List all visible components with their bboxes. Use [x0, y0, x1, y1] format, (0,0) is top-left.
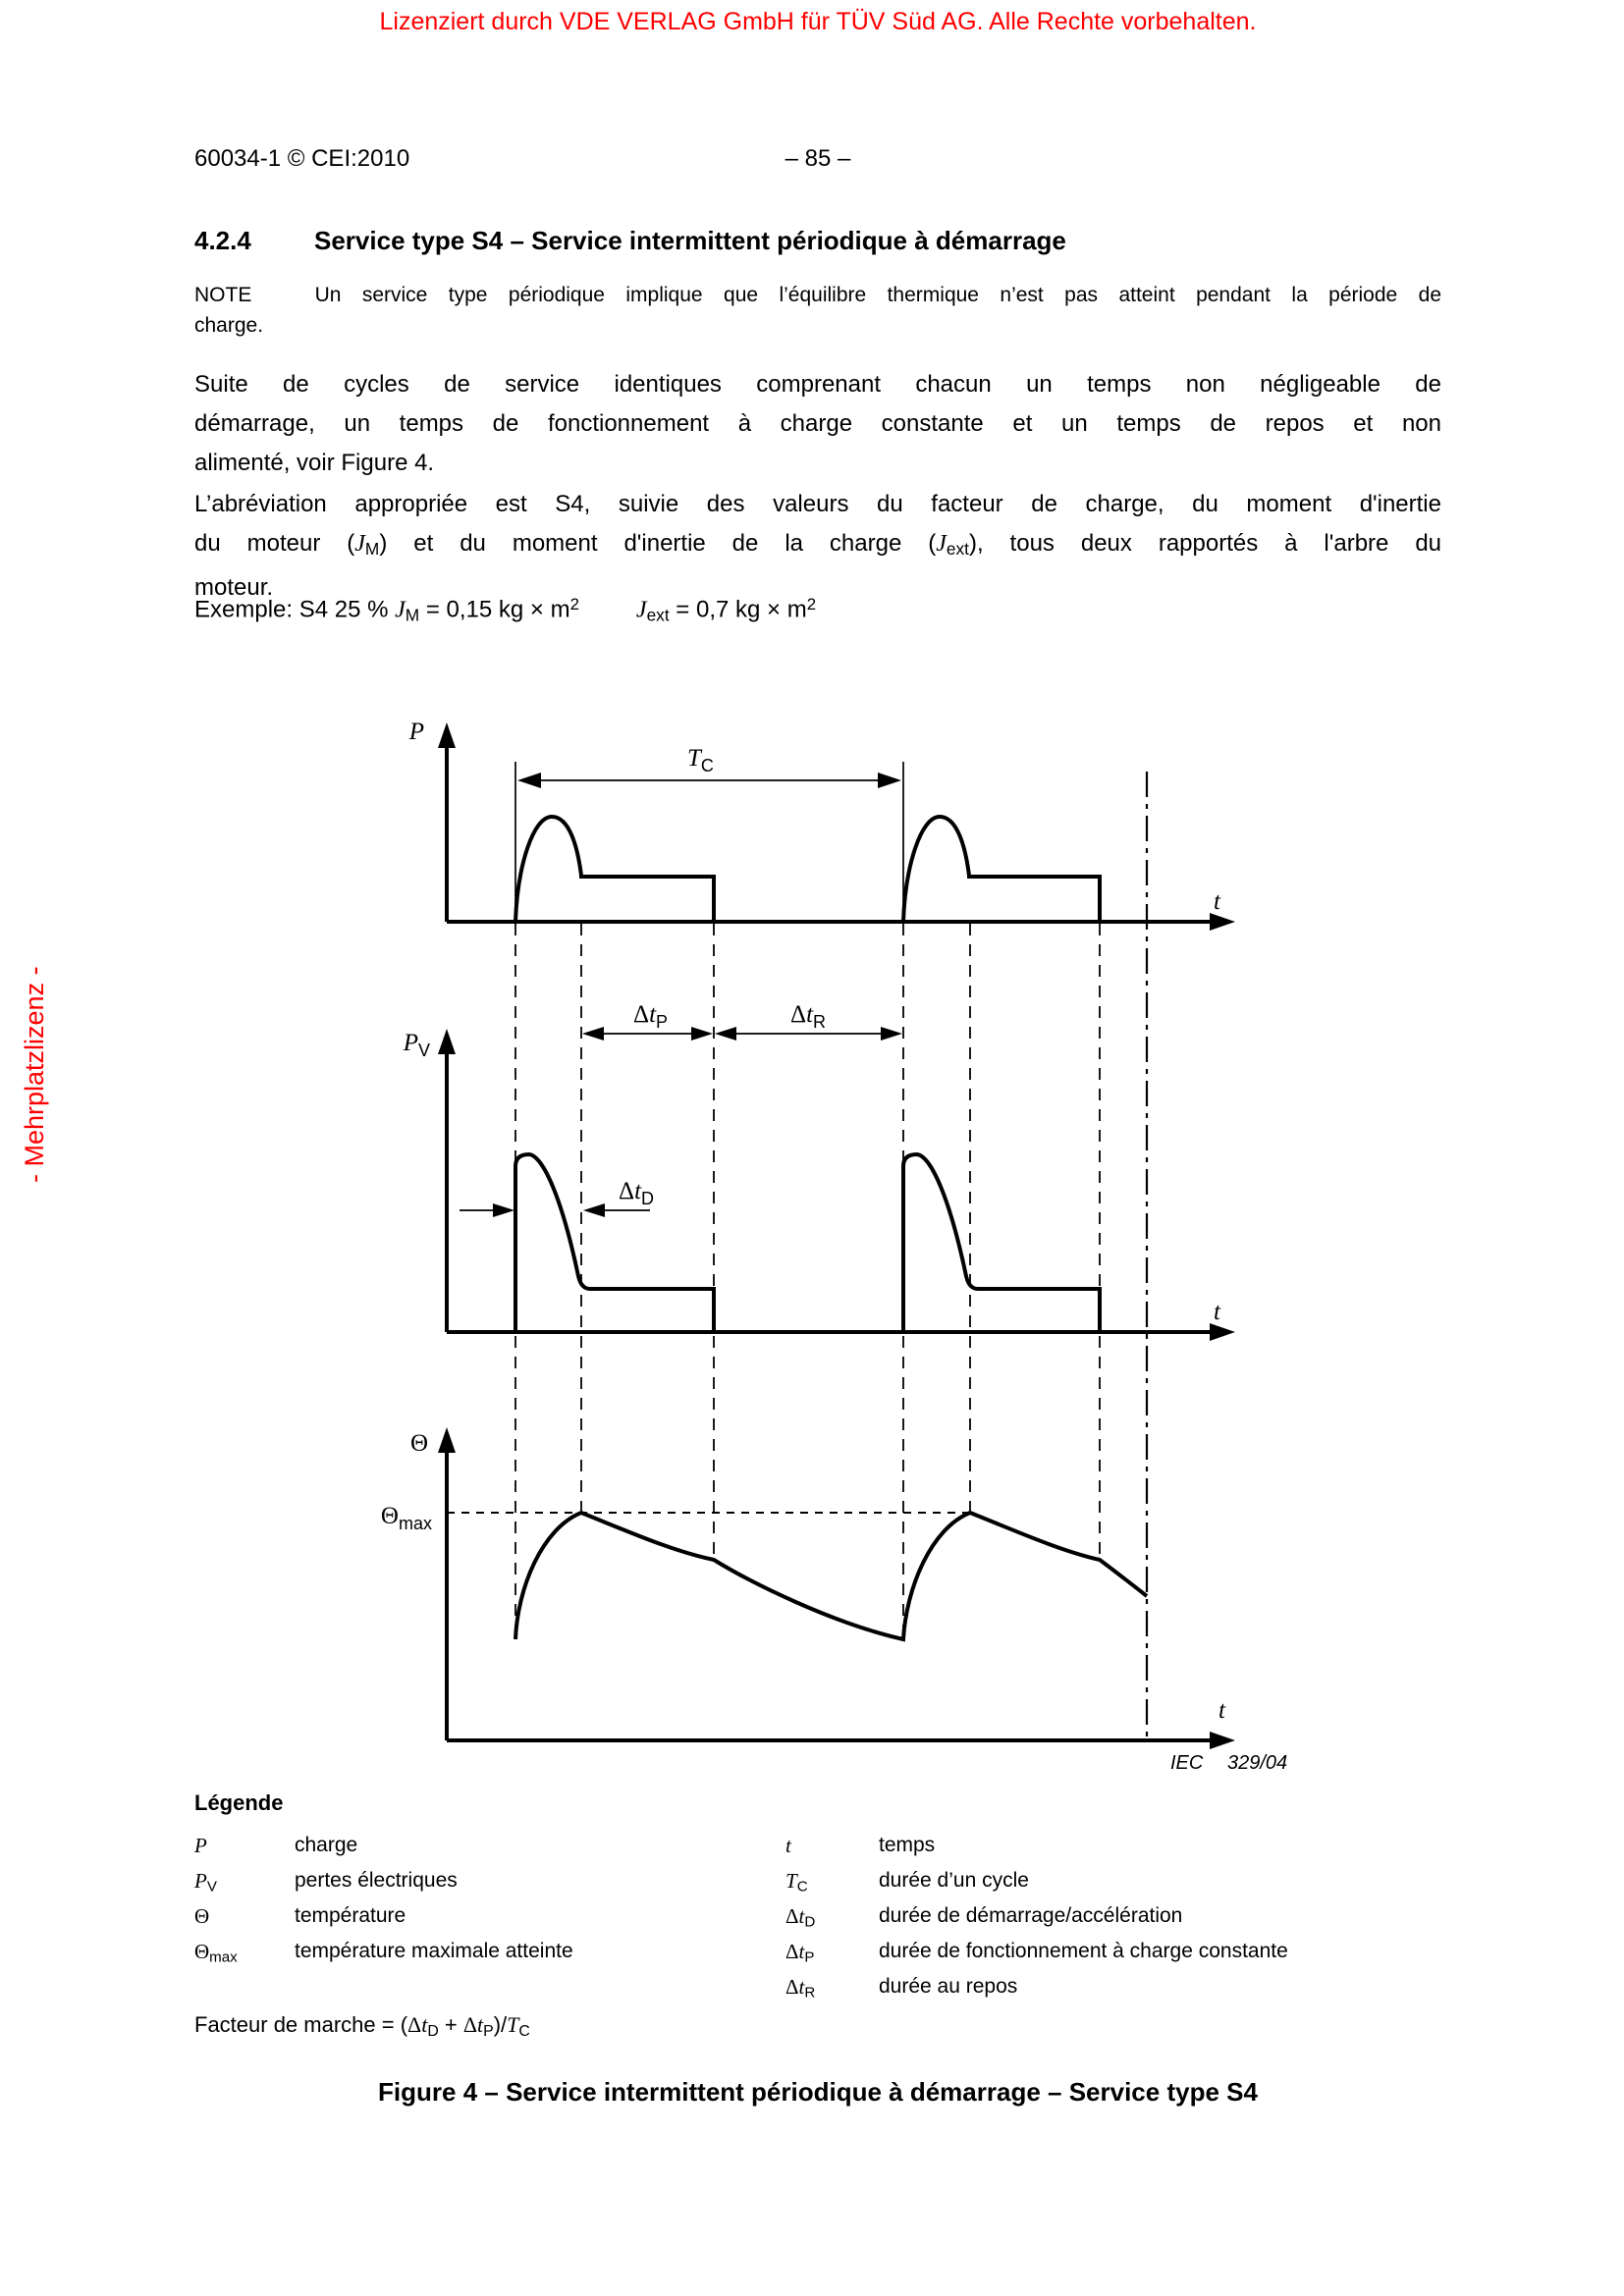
p-curve-cycle2 [903, 817, 1100, 922]
p-y-axis-arrow [438, 722, 456, 748]
legend-row [194, 1834, 1441, 1863]
paragraph-line: Suite de cycles de service identiques comprenant chacun un temps non négligeable de [194, 371, 1441, 398]
legend-description: pertes électriques [295, 1869, 458, 1892]
pv-x-axis-arrow [1210, 1323, 1235, 1341]
symbol-jext: J [635, 597, 647, 623]
theta-x-axis-arrow [1210, 1732, 1235, 1749]
legend-description: durée de fonctionnement à charge constante [879, 1940, 1288, 1962]
subscript: D [427, 2022, 439, 2040]
note-line: charge. [194, 314, 264, 337]
tc-arrow-left [517, 773, 541, 788]
pv-curve-cycle2 [903, 1154, 1100, 1332]
legend-description: temps [879, 1834, 936, 1856]
legend-description: durée de démarrage/accélération [879, 1904, 1183, 1927]
paragraph-abbreviation [194, 485, 1441, 608]
duty-factor-formula [194, 2012, 1441, 2041]
delta-symbol: Δ [462, 2012, 477, 2037]
t-symbol: t [421, 2012, 428, 2037]
text-fragment: = 0,15 kg × m [419, 596, 570, 623]
paragraph-line: moteur. [194, 574, 274, 602]
dtr-label: ΔtR [790, 1001, 827, 1032]
pv-axis-label: PV [403, 1030, 430, 1060]
dtd-pointer-right-arrow [583, 1203, 605, 1217]
page-number: – 85 – [785, 145, 851, 172]
note-paragraph [194, 280, 1441, 341]
section-title: Service type S4 – Service intermittent périodique à démarrage [314, 226, 1066, 255]
text-fragment: Facteur de marche = ( [194, 2012, 408, 2037]
text-fragment: du moteur ( [194, 530, 355, 557]
text-fragment: ), tous deux rapportés à l'arbre du [968, 530, 1442, 557]
T-symbol: T [507, 2012, 519, 2037]
legend-symbol: Θ [194, 1904, 210, 1928]
theta-curve [515, 1513, 1147, 1639]
legend-row [194, 1975, 1441, 2004]
symbol-jm: J [354, 531, 365, 557]
legend-description: durée d’un cycle [879, 1869, 1029, 1892]
t-axis-label: t [1218, 1697, 1225, 1724]
text-fragment: ) et du moment d'inertie de la charge ( [379, 530, 937, 557]
symbol-jm: J [395, 597, 406, 623]
legend-symbol: $P_V$ [194, 1869, 217, 1896]
dtr-arrow-right [881, 1027, 902, 1041]
text-fragment: + [438, 2012, 463, 2037]
legend-row [194, 1869, 1441, 1898]
legend-symbol: $\Theta_{max}$ [194, 1940, 238, 1966]
symbol-jext: J [936, 531, 947, 557]
legend-row [194, 1940, 1441, 1969]
dtd-label: ΔtD [619, 1178, 655, 1208]
legend-symbol: $\Delta t_R$ [785, 1975, 816, 2002]
theta-max-label: Θmax [380, 1503, 432, 1533]
p-x-axis-arrow [1210, 913, 1235, 931]
dtp-label: ΔtP [633, 1001, 669, 1032]
legend-description: charge [295, 1834, 358, 1856]
figure-4-diagram [324, 677, 1335, 1796]
subscript: C [518, 2022, 530, 2040]
pv-y-axis-arrow [438, 1029, 456, 1054]
text-fragment: Exemple: S4 25 % [194, 596, 396, 623]
dtd-pointer-left-arrow [493, 1203, 514, 1217]
note-line: NOTE Un service type périodique implique que l’équilibre thermique n’est pas atteint pendant la période de [194, 284, 1441, 306]
paragraph-line: démarrage, un temps de fonctionnement à charge constante et un temps de repos et non [194, 410, 1441, 437]
p-curve-cycle1 [515, 817, 714, 922]
legend-title: Légende [194, 1790, 284, 1815]
pv-curve-cycle1 [515, 1154, 714, 1332]
legend-symbol: $\Delta t_P$ [785, 1940, 815, 1966]
paragraph-line [194, 524, 1441, 568]
dtp-arrow-right [691, 1027, 713, 1041]
paragraph-service-cycles [194, 365, 1441, 483]
t-axis-label: t [1214, 888, 1220, 915]
example-line [194, 595, 1441, 626]
dtr-arrow-left [715, 1027, 736, 1041]
tc-label: TC [687, 745, 714, 775]
tc-arrow-right [878, 773, 901, 788]
license-vertical-text: - Mehrplatzlizenz - [20, 966, 49, 1183]
superscript: 2 [806, 595, 817, 614]
theta-axis-label: Θ [409, 1430, 428, 1457]
subscript: ext [646, 605, 670, 625]
figure-caption: Figure 4 – Service intermittent périodique à démarrage – Service type S4 [378, 2077, 1258, 2107]
subscript: M [364, 539, 380, 560]
legend-symbol: t [785, 1834, 791, 1857]
legend-row [194, 1904, 1441, 1934]
theta-y-axis-arrow [438, 1427, 456, 1453]
subscript: P [483, 2022, 494, 2040]
legend-description: température [295, 1904, 406, 1927]
paragraph-line: L’abréviation appropriée est S4, suivie des valeurs du facteur de charge, du moment d'inertie [194, 491, 1441, 517]
legend-symbol: $T_C$ [785, 1869, 808, 1896]
legend-description: durée au repos [879, 1975, 1018, 1998]
iec-figure-number: IEC 329/04 [1170, 1752, 1288, 1774]
delta-symbol: Δ [407, 2012, 422, 2037]
legend-symbol: P [194, 1834, 207, 1857]
subscript: M [405, 605, 420, 625]
dtp-arrow-left [582, 1027, 604, 1041]
superscript: 2 [569, 595, 579, 614]
document-reference: 60034-1 © CEI:2010 [194, 145, 410, 172]
subscript: ext [946, 539, 969, 560]
legend-symbol: $\Delta t_D$ [785, 1904, 816, 1931]
text-fragment: = 0,7 kg × m [669, 596, 807, 623]
paragraph-line: alimenté, voir Figure 4. [194, 450, 435, 476]
t-axis-label: t [1214, 1299, 1220, 1325]
section-number: 4.2.4 [194, 226, 251, 255]
figure-4 [324, 677, 1335, 1796]
license-banner: Lizenziert durch VDE VERLAG GmbH für TÜV Süd AG. Alle Rechte vorbehalten. [379, 8, 1257, 35]
text-fragment: )/ [493, 2012, 508, 2037]
t-symbol: t [477, 2012, 484, 2037]
p-axis-label: P [408, 719, 424, 745]
legend-description: température maximale atteinte [295, 1940, 573, 1962]
